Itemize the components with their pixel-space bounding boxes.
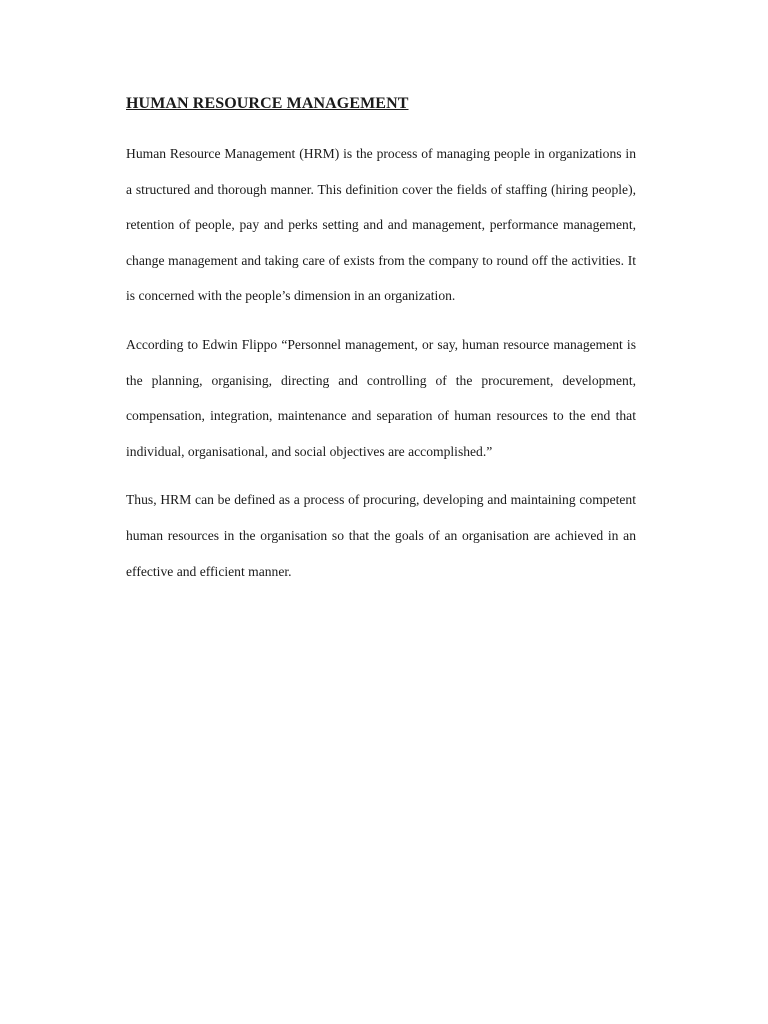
paragraph-hrm-definition: Human Resource Management (HRM) is the process of managing people in organizations in a structured and thorough manner. This definition cover the fields of staffing (hiring people), retention of people, pay and perks setting and and management, performance management, change management and taking care of exists from the company to round off the activities. It is concerned with the people’s dimension in an organization. (126, 146, 636, 304)
document-title: HUMAN RESOURCE MANAGEMENT (126, 95, 409, 112)
paragraph-conclusion: Thus, HRM can be defined as a process of procuring, developing and maintaining competent human resources in the organisation so that the goals of an organisation are achieved in an effective and efficient manner. (126, 492, 636, 579)
paragraph-flippo-quote: According to Edwin Flippo “Personnel management, or say, human resource management is the planning, organising, directing and controlling of the procurement, development, compensation, integration, maintenance and separation of human resources to the end that individual, organisational, and social objectives are accomplished.” (126, 336, 636, 459)
document-body (126, 94, 636, 602)
